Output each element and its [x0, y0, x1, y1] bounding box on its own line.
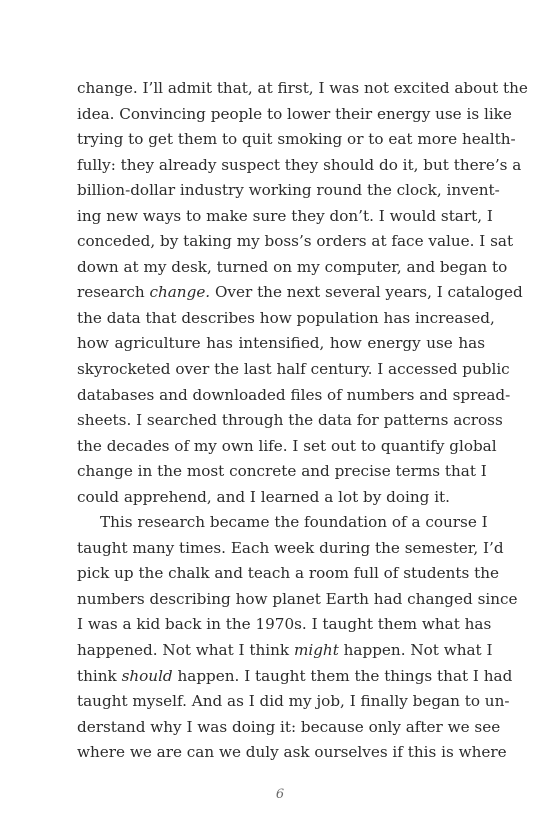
text-line: taught myself. And as I did my job, I finally began to un- [77, 692, 510, 711]
text-line: sheets. I searched through the data for patterns across [77, 411, 503, 430]
text-line: numbers describing how planet Earth had changed since [77, 589, 518, 608]
text-line: how agriculture has intensified, how energy use has [77, 334, 485, 353]
text-line: databases and downloaded files of numbers and spread- [77, 385, 511, 404]
text-segment: Over the next several years, I cataloged [210, 283, 523, 302]
text-line: conceded, by taking my boss’s orders at face value. I sat [77, 232, 514, 251]
text-line: billion-dollar industry working round the clock, invent- [77, 181, 500, 200]
text-line: ing new ways to make sure they don’t. I would start, I [77, 206, 493, 225]
text-segment: research [77, 283, 150, 302]
text-line: the decades of my own life. I set out to quantify global [77, 436, 497, 455]
text-segment: think [77, 666, 122, 685]
text-line: derstand why I was doing it: because only after we see [77, 717, 501, 736]
text-line: taught many times. Each week during the semester, I’d [77, 538, 504, 557]
text-line [77, 280, 523, 306]
paragraph-2 [77, 510, 518, 765]
text-line: idea. Convincing people to lower their energy use is like [77, 104, 512, 123]
text-line: change. I’ll admit that, at first, I was not excited about the [77, 79, 528, 97]
text-segment: happen. Not what I [338, 641, 493, 660]
text-line: This research became the foundation of a course I [100, 513, 488, 532]
text-line [77, 638, 493, 664]
page-number: 6 [275, 787, 285, 802]
text-line [77, 664, 513, 690]
text-line: could apprehend, and I learned a lot by doing it. [77, 487, 450, 506]
text-line: where we are can we duly ask ourselves if this is where [77, 743, 507, 762]
text-line: trying to get them to quit smoking or to eat more health- [77, 130, 516, 149]
text-line: change in the most concrete and precise terms that I [77, 462, 487, 481]
emphasis-text: should [121, 666, 173, 685]
emphasis-text: might [293, 641, 339, 660]
paragraph-1 [77, 76, 528, 510]
text-line: down at my desk, turned on my computer, and began to [77, 257, 508, 276]
text-line: skyrocketed over the last half century. I accessed public [77, 360, 510, 379]
text-segment: happen. I taught them the things that I had [172, 666, 513, 685]
emphasis-text: change. [149, 283, 211, 302]
text-line: I was a kid back in the 1970s. I taught them what has [77, 615, 492, 634]
body-text [77, 76, 528, 766]
text-line: fully: they already suspect they should do it, but there’s a [77, 155, 522, 174]
text-segment: happened. Not what I think [77, 641, 294, 660]
text-line: pick up the chalk and teach a room full of students the [77, 564, 499, 583]
text-line: the data that describes how population has increased, [77, 308, 495, 327]
